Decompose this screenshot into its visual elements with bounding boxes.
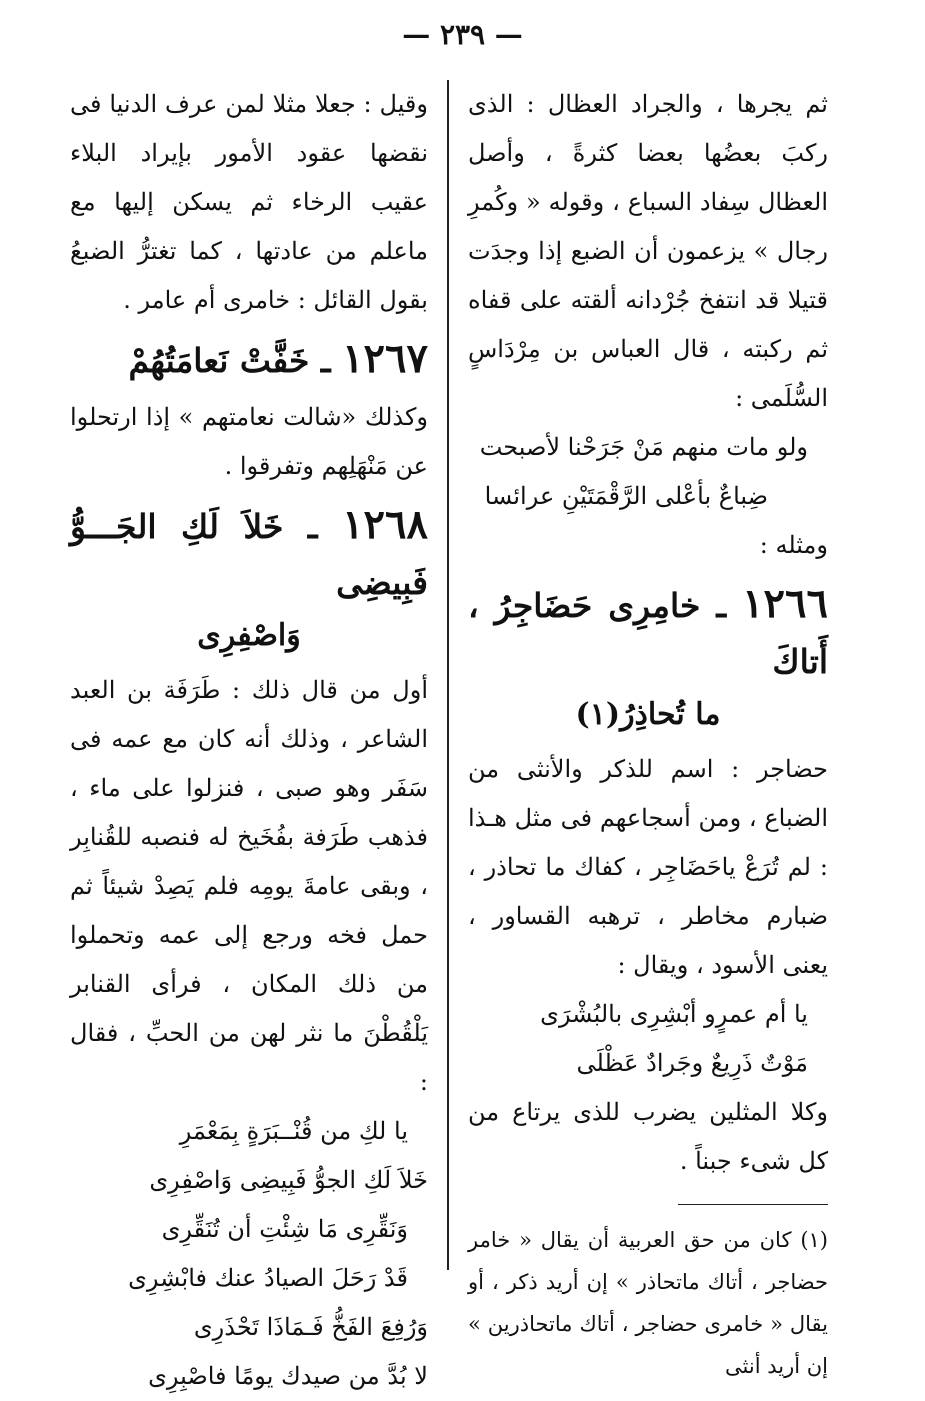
verse-line: ولو مات منهم مَنْ جَرَحْنا لأصبحت <box>479 433 808 461</box>
proverb-number: ١٢٦٧ <box>342 335 428 382</box>
proverb-title: ـ خامِرِى حَضَاجِرُ ، أَتاكَ <box>468 586 828 681</box>
proverb-title: ـ خَلاَ لَكِ الجَـــوُّ فَبِيضِى <box>70 507 428 602</box>
paragraph: وكلا المثلين يضرب للذى يرتاع من كل شىء جبناً . <box>468 1098 828 1175</box>
verse-line: قَدْ رَحَلَ الصيادُ عنك فابْشِرِى <box>128 1264 408 1292</box>
proverb-heading-1267 <box>70 331 428 389</box>
paragraph: وكذلك «شالت نعامتهم » إذا ارتحلوا عن مَنْهَلِهم وتفرقوا . <box>70 403 428 480</box>
paragraph: أول من قال ذلك : طَرَفَة بن العبد الشاعر ، وذلك أنه كان مع عمه فى سَفَر وهو صبى ، فنزلوا على ماء ، فذهب طَرَفة بفُخَيخ له فنصبه للقُنابِر ، وبقى عامةَ يومِه فلم يَصِدْ شيئاً ثم حمل فخه ورجع إلى عمه وتحملوا من ذلك المكان ، فرأى القنابر يَلْقُطْنَ ما نثر لهن من الحبِّ ، فقال : <box>70 676 428 1096</box>
verse-line: يا أم عمرٍو أبْشِرِى بالبُشْرَى <box>540 1000 808 1028</box>
proverb-number: ١٢٦٦ <box>742 580 828 627</box>
left-column <box>70 80 428 1401</box>
verse-line: وَرُفِعَ الفَخُّ فَـمَاذَا تَحْذَرِى <box>193 1313 428 1341</box>
verse-line: لا بُدَّ من صيدك يومًا فاصْبِرِى <box>148 1362 428 1390</box>
paragraph: ثم يجرها ، والجراد العظال : الذى ركبَ بعضُها بعضا كثرةً ، وأصل العظال سِفاد السباع ، وقوله « وكُمرِ رجال » يزعمون أن الضبع إذا وجدَت قتيلا قد انتفخ جُرْدانه ألقته على قفاه ثم ركبته ، قال العباس بن مِرْدَاسٍ السُّلَمى : <box>468 90 828 412</box>
footnote: (١) كان من حق العربية أن يقال « خامر حضاجر ، أتاك ماتحاذر » إن أريد ذكر ، أو يقال « خامرى حضاجر ، أتاك ماتحاذرين » إن أريد أنثى <box>468 1228 828 1378</box>
column-divider <box>447 80 449 1270</box>
paragraph: ومثله : <box>759 531 828 559</box>
proverb-title-continuation: وَاصْفِرِى <box>197 618 301 653</box>
verse-line: وَنَقِّرِى مَا شِئْتِ أن تُنَقِّرِى <box>161 1215 408 1243</box>
verse-line: مَوْتٌ ذَرِيعٌ وجَرادٌ عَظْلَى <box>576 1049 808 1077</box>
paragraph: وقيل : جعلا مثلا لمن عرف الدنيا فى نقضها عقود الأمور بإيراد البلاء عقيب الرخاء ثم يسكن إليها مع ماعلم من عادتها ، كما تغترُّ الضبعُ بقول القائل : خامرى أم عامر . <box>70 90 428 314</box>
proverb-heading-1266 <box>468 576 828 690</box>
right-column <box>468 80 828 1387</box>
page-number: — ٢٣٩ — <box>402 18 523 51</box>
proverb-title-continuation: ما تُحاذِرُ(١) <box>575 697 721 732</box>
proverb-heading-1268 <box>70 497 428 611</box>
proverb-number: ١٢٦٨ <box>342 501 428 548</box>
proverb-title: ـ خَفَّتْ نَعامَتُهُمْ <box>128 341 331 380</box>
paragraph: حضاجر : اسم للذكر والأنثى من الضباع ، ومن أسجاعهم فى مثل هـذا : لم تُرَعْ ياحَضَاجِر ، كفاك ما تحاذر ، ضبارم مخاطر ، ترهبه القساور ، يعنى الأسود ، ويقال : <box>468 755 828 979</box>
verse-line: ضِباعٌ بأعْلى الرَّقْمَتَيْنِ عرائسا <box>484 482 768 510</box>
verse-line: خَلاَ لَكِ الجوُّ فَبِيضِى وَاصْفِرِى <box>149 1166 428 1194</box>
verse-line: يا لكِ من قُنْــبَرَةٍ بِمَعْمَرِ <box>179 1117 408 1145</box>
footnote-divider <box>678 1204 828 1205</box>
